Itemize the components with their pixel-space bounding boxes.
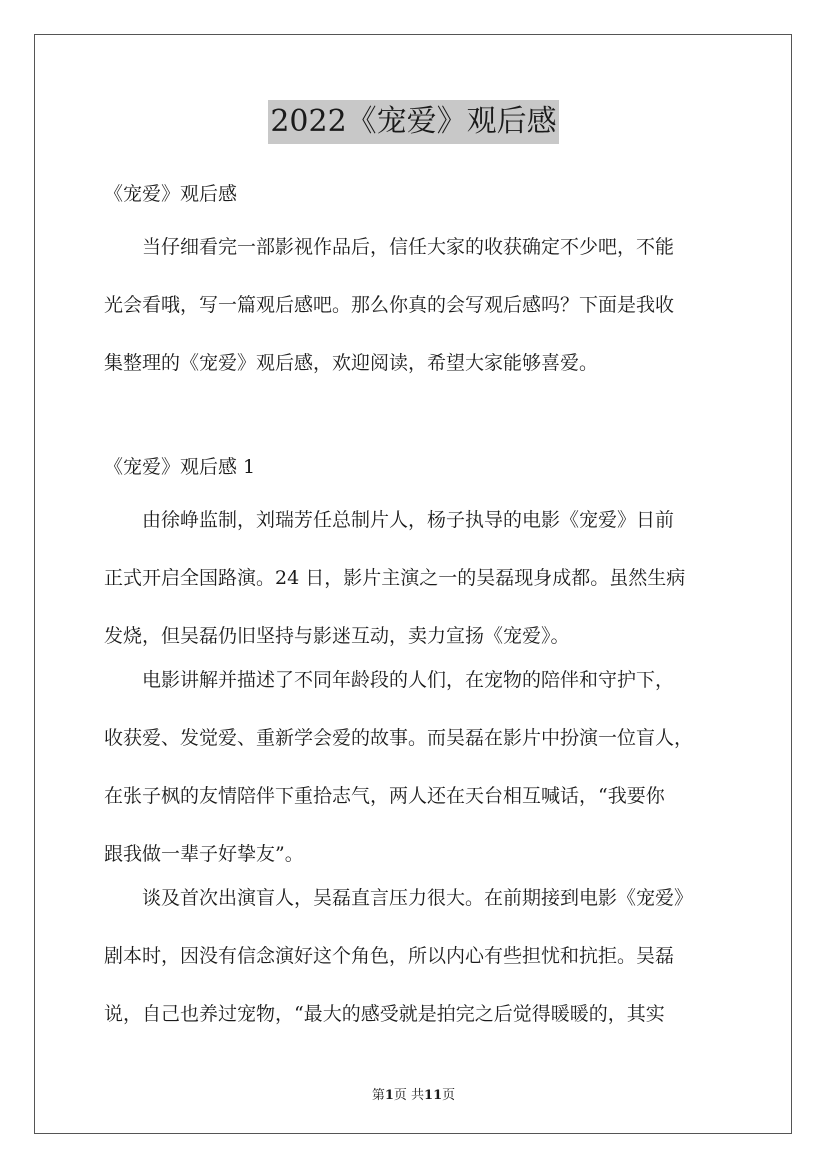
text-line: 跟我做一辈子好挚友”。 [104, 843, 304, 865]
paragraph-1 [104, 491, 740, 665]
intro-paragraph [104, 218, 740, 392]
document-title: 2022《宠爱》观后感 [268, 100, 558, 144]
text-line: 收获爱、发觉爱、重新学会爱的故事。而吴磊在影片中扮演一位盲人， [104, 727, 694, 749]
title-container [0, 100, 827, 144]
intro-heading: 《宠爱》观后感 [104, 183, 238, 205]
paragraph-3 [104, 869, 740, 1043]
text-line: 谈及首次出演盲人，吴磊直言压力很大。在前期接到电影《宠爱》 [142, 887, 694, 909]
paragraph-2 [104, 651, 740, 883]
total-pages: 11 [424, 1088, 443, 1103]
footer-mid: 页 共 [393, 1088, 425, 1103]
text-line: 正式开启全国路演。24 日，影片主演之一的吴磊现身成都。虽然生病 [104, 567, 686, 589]
text-line: 说，自己也养过宠物，“最大的感受就是拍完之后觉得暖暖的，其实 [104, 1003, 665, 1025]
text-line: 电影讲解并描述了不同年龄段的人们，在宠物的陪伴和守护下， [142, 669, 675, 691]
page-footer [0, 1084, 827, 1103]
text-line: 剧本时，因没有信念演好这个角色，所以内心有些担忧和抗拒。吴磊 [104, 945, 675, 967]
footer-suffix: 页 [442, 1088, 456, 1103]
page-number: 1 [384, 1088, 394, 1103]
text-line: 在张子枫的友情陪伴下重拾志气，两人还在天台相互喊话，“我要你 [104, 785, 665, 807]
text-line: 由徐峥监制，刘瑞芳任总制片人，杨子执导的电影《宠爱》日前 [142, 509, 675, 531]
text-line: 发烧，但吴磊仍旧坚持与影迷互动，卖力宣扬《宠爱》。 [104, 625, 570, 647]
footer-prefix: 第 [371, 1088, 385, 1103]
text-line: 光会看哦，写一篇观后感吧。那么你真的会写观后感吗？下面是我收 [104, 294, 675, 316]
section-heading: 《宠爱》观后感 1 [104, 456, 256, 478]
text-line: 集整理的《宠爱》观后感，欢迎阅读，希望大家能够喜爱。 [104, 352, 599, 374]
text-line: 当仔细看完一部影视作品后，信任大家的收获确定不少吧，不能 [142, 236, 675, 258]
